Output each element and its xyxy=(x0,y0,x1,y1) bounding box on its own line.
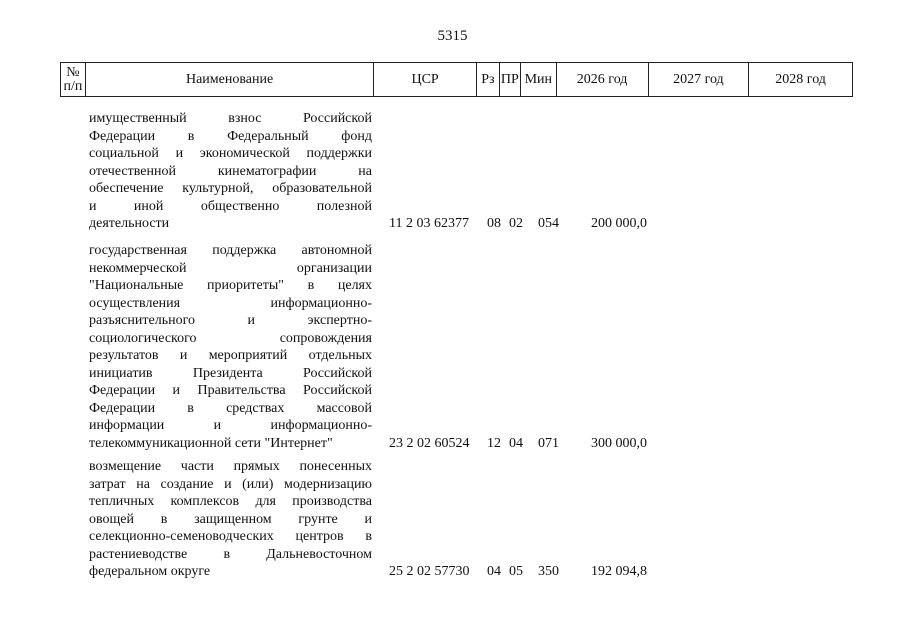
word: государственная xyxy=(89,243,187,258)
word: Российской xyxy=(302,111,372,126)
row-csr: 25 2 02 57730 xyxy=(389,564,470,579)
word: иной xyxy=(133,198,164,214)
word: возмещение xyxy=(89,459,162,474)
word: и xyxy=(89,198,97,214)
word: в xyxy=(365,529,372,544)
row-name-line xyxy=(89,198,372,216)
header-year-2027: 2027 год xyxy=(649,63,750,96)
word: в xyxy=(223,546,231,562)
row-name-line xyxy=(89,295,372,313)
word: Федеральный xyxy=(227,128,309,144)
word: понесенных xyxy=(299,459,372,474)
word: мероприятий xyxy=(208,348,288,363)
word: "Национальные xyxy=(89,278,184,293)
row-name-line xyxy=(89,458,372,476)
row-amount-2026: 300 000,0 xyxy=(591,435,647,451)
word: культурной, xyxy=(182,181,254,196)
row-name-line xyxy=(89,528,372,546)
word: и xyxy=(175,146,184,161)
word: инициатив xyxy=(89,365,153,381)
word: Федерации xyxy=(89,383,156,398)
header-csr: ЦСР xyxy=(374,63,477,96)
row-name-line xyxy=(89,163,372,181)
word: растениеводстве xyxy=(89,546,188,562)
word: организации xyxy=(296,260,372,276)
word: защищенном xyxy=(194,511,272,527)
word: Российской xyxy=(303,383,372,398)
word: средствах xyxy=(226,400,285,416)
word: отдельных xyxy=(308,348,372,363)
header-pr: ПР xyxy=(500,63,521,96)
header-number-abbr: п/п xyxy=(63,78,83,94)
word: некоммерческой xyxy=(89,260,187,276)
word: модернизацию xyxy=(284,476,372,492)
row-min: 350 xyxy=(538,564,559,579)
row-name-line xyxy=(89,312,372,330)
word: тепличных xyxy=(89,494,155,509)
row-csr: 11 2 03 62377 xyxy=(389,216,469,231)
row-name-line: телекоммуникационной сети "Интернет" xyxy=(89,435,333,451)
word: информационно- xyxy=(270,295,372,311)
word: автономной xyxy=(301,243,372,258)
word: для xyxy=(255,494,276,509)
word: в xyxy=(187,400,194,416)
row-name-line xyxy=(89,347,372,365)
word: взнос xyxy=(228,111,262,126)
row-rz: 04 xyxy=(487,564,501,579)
word: поддержки xyxy=(306,146,372,161)
row-rz: 12 xyxy=(487,435,501,451)
row-pr: 04 xyxy=(509,435,523,451)
row-name-line xyxy=(89,110,372,128)
word: и xyxy=(179,348,188,363)
word: массовой xyxy=(316,400,372,416)
word: информационно- xyxy=(270,418,372,433)
word: Федерации xyxy=(89,400,156,416)
word: в xyxy=(187,128,195,144)
word: овощей xyxy=(89,511,135,527)
word: сопровождения xyxy=(279,330,372,346)
word: результатов xyxy=(89,348,159,363)
word: полезной xyxy=(316,198,372,214)
row-csr: 23 2 02 60524 xyxy=(389,435,470,451)
word: центров xyxy=(295,529,344,544)
word: создание xyxy=(160,476,214,492)
word: Федерации xyxy=(89,128,156,144)
row-name xyxy=(89,242,372,452)
row-amount-2026: 200 000,0 xyxy=(591,216,647,231)
row-name-line xyxy=(89,277,372,295)
word: кинематографии xyxy=(217,163,317,179)
word: грунте xyxy=(298,511,338,527)
row-name-line xyxy=(89,128,372,146)
row-name-line xyxy=(89,260,372,278)
header-number xyxy=(61,63,86,96)
word: в xyxy=(307,278,315,293)
word: на xyxy=(358,163,372,179)
header-name: Наименование xyxy=(86,63,374,96)
row-name xyxy=(89,110,372,233)
word: Дальневосточном xyxy=(266,546,372,562)
row-name-line xyxy=(89,180,372,198)
header-number-symbol: № xyxy=(66,64,80,80)
row-name-line xyxy=(89,382,372,400)
row-name-line: федеральном округе xyxy=(89,564,211,579)
word: приоритеты" xyxy=(206,278,285,293)
row-name-line: деятельности xyxy=(89,216,170,231)
word: Правительства xyxy=(197,383,286,398)
word: поддержка xyxy=(212,243,277,258)
word: имущественный xyxy=(89,111,187,126)
row-pr: 02 xyxy=(509,216,523,231)
row-min: 054 xyxy=(538,216,559,231)
row-amount-2026: 192 094,8 xyxy=(591,564,647,579)
row-rz: 08 xyxy=(487,216,501,231)
word: и xyxy=(224,476,232,492)
word: части xyxy=(180,459,214,474)
word: и xyxy=(172,383,181,398)
word: и xyxy=(364,511,372,527)
word: обеспечение xyxy=(89,181,164,196)
row-min: 071 xyxy=(538,435,559,451)
header-rz: Рз xyxy=(477,63,500,96)
word: затрат xyxy=(89,476,126,492)
word: экономической xyxy=(199,146,290,161)
row-name xyxy=(89,458,372,581)
row-name-line xyxy=(89,511,372,529)
word: экспертно- xyxy=(307,313,372,328)
row-pr: 05 xyxy=(509,564,523,579)
header-year-2028: 2028 год xyxy=(775,71,826,87)
word: социологического xyxy=(89,330,197,346)
row-name-line xyxy=(89,242,372,260)
row-name-line xyxy=(89,493,372,511)
word: производства xyxy=(292,494,372,509)
table-header xyxy=(60,62,853,97)
row-name-line xyxy=(89,145,372,163)
word: образовательной xyxy=(272,181,372,196)
header-min: Мин xyxy=(521,63,557,96)
word: селекционно-семеноводческих xyxy=(89,529,274,544)
header-year-2026: 2026 год xyxy=(557,63,649,96)
word: комплексов xyxy=(170,494,240,509)
row-name-line xyxy=(89,400,372,418)
row-name-line xyxy=(89,365,372,383)
row-name-line xyxy=(89,476,372,494)
word: и xyxy=(247,313,255,328)
word: общественно xyxy=(200,198,280,214)
row-name-line xyxy=(89,330,372,348)
word: информации xyxy=(89,418,165,433)
word: целях xyxy=(337,278,372,293)
word: фонд xyxy=(341,128,372,144)
word: социальной xyxy=(89,146,159,161)
row-name-line xyxy=(89,417,372,435)
word: прямых xyxy=(233,459,280,474)
word: Российской xyxy=(303,365,372,381)
word: отечественной xyxy=(89,163,176,179)
page-number: 5315 xyxy=(437,28,468,44)
word: на xyxy=(136,476,150,492)
row-name-line xyxy=(89,546,372,564)
word: в xyxy=(160,511,168,527)
word: Президента xyxy=(192,365,263,381)
word: разъяснительного xyxy=(89,313,195,328)
word: (или) xyxy=(242,476,274,492)
word: осуществления xyxy=(89,295,181,311)
word: и xyxy=(213,418,222,433)
